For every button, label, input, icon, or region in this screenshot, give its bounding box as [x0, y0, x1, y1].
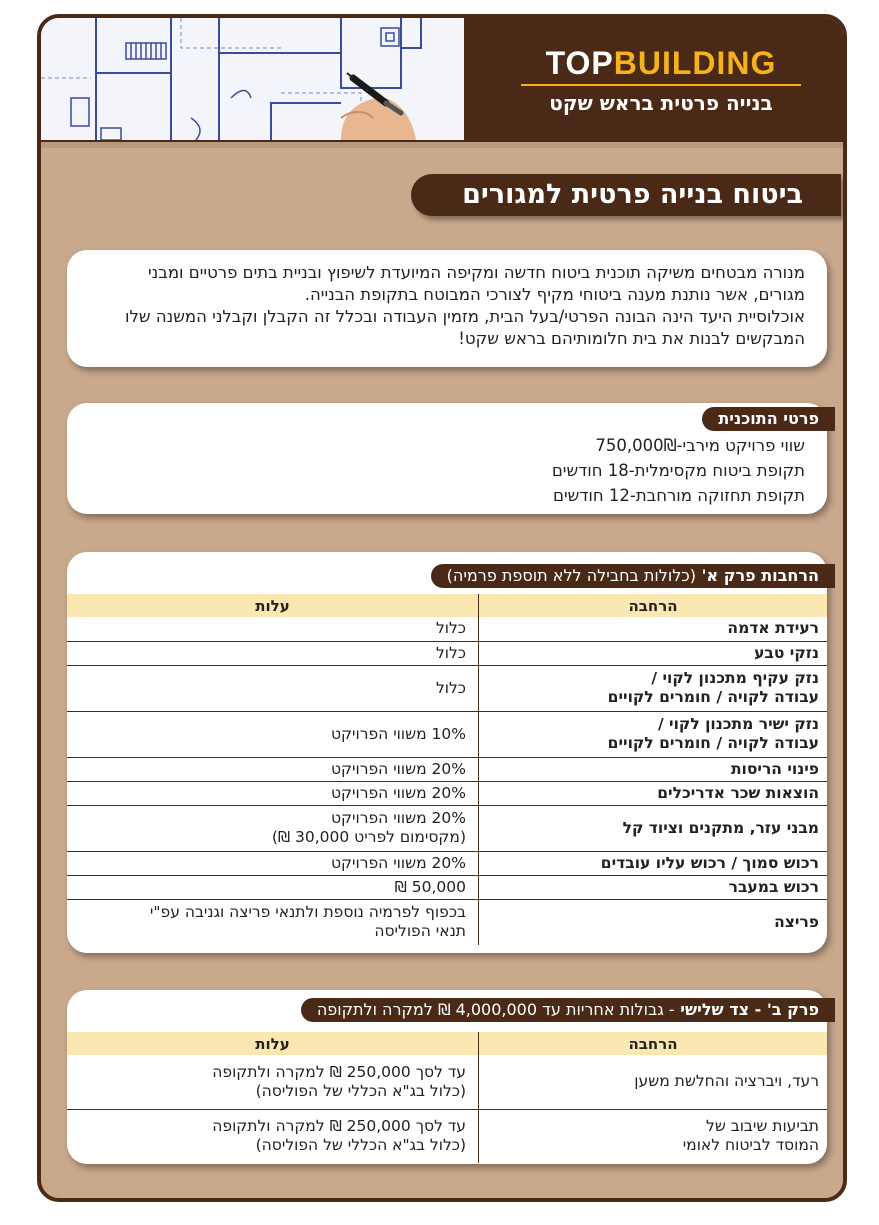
plan-details-list — [552, 433, 805, 508]
table-row — [67, 899, 827, 945]
extension-text: פריצה — [774, 912, 819, 931]
extension-text: נזק עקיף מתכנון לקוי / — [651, 669, 819, 687]
table-row — [67, 1055, 827, 1109]
table-row — [67, 875, 827, 899]
cost-text: 20% משווי הפרויקט — [330, 853, 466, 872]
cost-text: 20% משווי הפרויקט — [330, 809, 466, 827]
page-title: ביטוח בנייה פרטית למגורים — [411, 174, 841, 216]
table-row — [67, 617, 827, 641]
topbuilding-logo — [521, 46, 801, 118]
header — [41, 18, 843, 142]
cost-cell — [67, 875, 479, 899]
extension-cell — [479, 851, 828, 875]
extension-text: תביעות שיבוב של — [706, 1117, 819, 1136]
part-b-title-note: - גבולות אחריות עד 4,000,000 ₪ למקרה ולתקופה — [316, 1000, 675, 1019]
table-row — [67, 1109, 827, 1163]
cost-cell — [67, 757, 479, 781]
cost-text: כלול — [435, 678, 466, 697]
part-b-title-bold: פרק ב' - צד שלישי — [680, 1000, 819, 1019]
part-a-title — [431, 564, 835, 588]
cost-cell — [67, 665, 479, 711]
extension-cell — [479, 617, 828, 641]
extension-cell — [479, 711, 828, 757]
part-b-table — [67, 1032, 827, 1163]
extension-text: עבודה לקויה / חומרים לקויים — [607, 688, 819, 706]
cost-cell — [67, 899, 479, 945]
cost-text: בכפוף לפרמיה נוספת ולתנאי פריצה וגניבה עפ"י — [149, 903, 466, 922]
extension-text: נזקי טבע — [754, 643, 819, 662]
logo-subtitle: בנייה פרטית בראש שקט — [549, 91, 773, 115]
intro-line: אוכלוסיית היעד הינה הבונה הפרטי/בעל הבית, מזמין העבודה ובכלל זה הקבלן וקבלני המשנה שלו — [125, 307, 805, 326]
extension-text: הוצאות שכר אדריכלים — [657, 783, 819, 802]
table-row — [67, 781, 827, 805]
extension-text: רעד, ויברציה והחלשת משען — [634, 1072, 819, 1091]
cost-text: עד לסך 250,000 ₪ למקרה ולתקופה — [212, 1062, 466, 1081]
extension-text: פינוי הריסות — [730, 759, 819, 778]
table-row — [67, 711, 827, 757]
column-header-cost: עלות — [67, 594, 479, 617]
cost-note-text: תנאי הפוליסה — [374, 922, 466, 941]
extension-cell — [479, 757, 828, 781]
cost-cell — [67, 711, 479, 757]
table-row — [67, 805, 827, 851]
intro-line: המבקשים לבנות את בית חלומותיהם בראש שקט! — [458, 329, 805, 348]
cost-cell — [67, 617, 479, 641]
cost-cell — [67, 641, 479, 665]
cost-text: 20% משווי הפרויקט — [330, 783, 466, 802]
extension-text: המוסד לביטוח לאומי — [682, 1136, 819, 1155]
part-a-title-note: (כלולות בחבילה ללא תוספת פרמיה) — [446, 566, 696, 585]
extension-text: רעידת אדמה — [727, 619, 819, 638]
column-header-extension: הרחבה — [479, 594, 828, 617]
part-a-table — [67, 594, 827, 945]
table-row — [67, 665, 827, 711]
cost-cell — [67, 1109, 479, 1163]
page-frame — [37, 14, 847, 1202]
logo-top-text: TOP — [545, 45, 614, 81]
extension-cell — [479, 899, 828, 945]
extension-text: רכוש במעבר — [728, 877, 819, 896]
extension-cell — [479, 781, 828, 805]
plan-detail-line: שווי פרויקט מירבי-750,000₪ — [595, 436, 805, 455]
cost-cell — [67, 781, 479, 805]
cost-text: עד לסך 250,000 ₪ למקרה ולתקופה — [212, 1117, 466, 1136]
header-band — [41, 142, 843, 148]
plan-detail-line: תקופת תחזוקה מורחבת-12 חודשים — [553, 486, 805, 505]
intro-line: מנורה מבטחים משיקה תוכנית ביטוח חדשה ומקיפה המיועדת לשיפוץ ובניית בתים פרטיים ומבני — [147, 263, 805, 282]
part-a-extensions-card — [67, 552, 827, 953]
part-b-title — [301, 998, 835, 1022]
extension-cell — [479, 805, 828, 851]
intro-line: מגורים, אשר נותנת מענה ביטוחי מקיף לצורכי המבוטח בתקופת הבנייה. — [304, 285, 805, 304]
cost-text: 10% משווי הפרויקט — [330, 724, 466, 743]
cost-cell — [67, 805, 479, 851]
logo-wordmark — [521, 46, 801, 80]
table-row — [67, 641, 827, 665]
column-header-cost: עלות — [67, 1032, 479, 1055]
cost-text: כלול — [435, 619, 466, 638]
column-header-extension: הרחבה — [479, 1032, 828, 1055]
extension-cell — [479, 641, 828, 665]
cost-note-text: (מקסימום לפריט 30,000 ₪) — [271, 828, 466, 846]
plan-details-card — [67, 403, 827, 514]
logo-building-text: BUILDING — [613, 45, 777, 81]
extension-cell — [479, 1109, 828, 1163]
cost-note-text: (כלול בג"א הכללי של הפוליסה) — [255, 1081, 466, 1100]
extension-text: עבודה לקויה / חומרים לקויים — [607, 734, 819, 752]
cost-cell — [67, 851, 479, 875]
extension-text: מבני עזר, מתקנים וציוד קל — [622, 818, 819, 837]
plan-details-title: פרטי התוכנית — [702, 407, 835, 431]
table-row — [67, 851, 827, 875]
part-b-third-party-card — [67, 990, 827, 1164]
logo-divider — [521, 84, 801, 86]
cost-text: 20% משווי הפרויקט — [330, 759, 466, 778]
extension-text: נזק ישיר מתכנון לקוי / — [657, 715, 819, 733]
extension-cell — [479, 1055, 828, 1109]
blueprint-hand-illustration — [41, 18, 464, 140]
intro-card — [67, 250, 827, 367]
extension-text: רכוש סמוך / רכוש עליו עובדים — [600, 853, 819, 872]
extension-cell — [479, 875, 828, 899]
cost-text: כלול — [435, 643, 466, 662]
cost-text: 50,000 ₪ — [394, 877, 466, 896]
plan-detail-line: תקופת ביטוח מקסימלית-18 חודשים — [551, 461, 805, 480]
cost-note-text: (כלול בג"א הכללי של הפוליסה) — [255, 1136, 466, 1155]
table-row — [67, 757, 827, 781]
part-a-title-bold: הרחבות פרק א' — [701, 566, 819, 585]
cost-cell — [67, 1055, 479, 1109]
extension-cell — [479, 665, 828, 711]
